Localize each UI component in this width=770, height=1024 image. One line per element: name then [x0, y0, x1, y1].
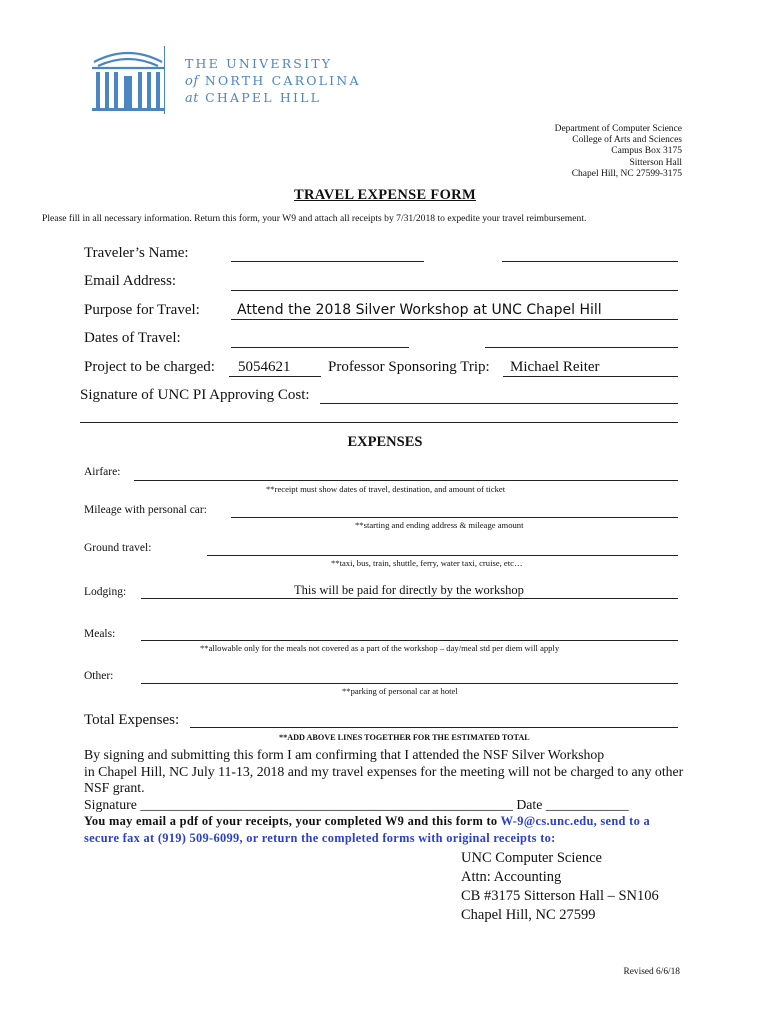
ground-travel-note: **taxi, bus, train, shuttle, ferry, water taxi, cruise, etc… [331, 558, 523, 568]
logo-divider [164, 46, 165, 114]
travelers-name-field-2[interactable] [502, 261, 678, 262]
project-field[interactable] [229, 376, 321, 377]
logo-line-3 [185, 90, 321, 106]
address-line: Sitterson Hall [629, 157, 682, 168]
mailing-address-line: CB #3175 Sitterson Hall – SN106 [461, 888, 659, 904]
meals-note: **allowable only for the meals not covered as a part of the workshop – day/meal std per diem will apply [200, 643, 560, 653]
meals-label: Meals: [84, 628, 116, 640]
signature-row [84, 797, 704, 814]
email-instructions-line-2: secure fax at (919) 509-6099, or return the completed forms with original receipts to: [84, 830, 556, 845]
address-line: Chapel Hill, NC 27599-3175 [571, 168, 682, 179]
other-label: Other: [84, 670, 114, 682]
email-instructions [84, 813, 724, 846]
other-note: **parking of personal car at hotel [342, 686, 458, 696]
mailing-address [461, 849, 659, 925]
certification-text [84, 747, 704, 813]
revision-date: Revised 6/6/18 [623, 967, 680, 977]
address-line: Department of Computer Science [554, 124, 682, 134]
dates-to-field[interactable] [485, 347, 678, 348]
department-address [555, 124, 682, 180]
project-label: Project to be charged: [84, 359, 215, 375]
address-line: Campus Box 3175 [611, 146, 682, 157]
ground-travel-field[interactable] [207, 555, 678, 556]
unc-logo [88, 42, 168, 114]
logo-line-3-prefix: at [185, 91, 199, 106]
total-expenses-field[interactable] [190, 727, 678, 728]
ground-travel-label: Ground travel: [84, 542, 152, 554]
mileage-field[interactable] [231, 517, 678, 518]
professor-label: Professor Sponsoring Trip: [328, 359, 490, 375]
date-field[interactable]: ____________ [545, 796, 629, 812]
travelers-name-field[interactable] [231, 261, 424, 262]
airfare-label: Airfare: [84, 466, 121, 478]
date-label: Date [516, 796, 543, 812]
email-instructions-text: You may email a pdf of your receipts, your completed W9 and this form to [84, 814, 498, 828]
address-line: College of Arts and Sciences [572, 135, 682, 146]
meals-field[interactable] [141, 640, 678, 641]
email-instructions-fax-prefix: , send to a [593, 814, 650, 828]
lodging-value: This will be paid for directly by the workshop [294, 583, 524, 597]
other-field[interactable] [141, 683, 678, 684]
logo-line-1: THE UNIVERSITY [185, 56, 333, 71]
total-expenses-note: **ADD ABOVE LINES TOGETHER FOR THE ESTIMATED TOTAL [279, 733, 530, 742]
dates-from-field[interactable] [231, 347, 409, 348]
airfare-field[interactable] [134, 480, 678, 481]
section-divider [80, 422, 678, 423]
mailing-address-line: Chapel Hill, NC 27599 [461, 907, 596, 923]
purpose-field[interactable] [231, 319, 678, 320]
project-value: 5054621 [238, 359, 291, 375]
mailing-address-line: Attn: Accounting [461, 869, 562, 885]
signature-field[interactable]: ______________________________________________________ [140, 796, 513, 812]
professor-value: Michael Reiter [510, 359, 600, 375]
dates-label: Dates of Travel: [84, 330, 181, 346]
signature-pi-label: Signature of UNC PI Approving Cost: [80, 387, 310, 403]
logo-line-2-text: NORTH CAROLINA [204, 73, 361, 88]
certification-line-2: in Chapel Hill, NC July 11-13, 2018 and my travel expenses for the meeting will not be charged to any other [84, 763, 684, 779]
signature-label: Signature [84, 796, 137, 812]
expenses-heading: EXPENSES [347, 434, 423, 450]
total-expenses-label: Total Expenses: [84, 712, 180, 728]
w9-email-link[interactable]: W-9@cs.unc.edu [500, 814, 594, 828]
travelers-name-label: Traveler’s Name: [84, 245, 189, 261]
certification-line-1: By signing and submitting this form I am confirming that I attended the NSF Silver Workshop [84, 747, 605, 762]
form-instructions: Please fill in all necessary information. Return this form, your W9 and attach all receipts by 7/31/2018 to expedite your travel reimbursement. [42, 213, 587, 224]
logo-line-2-prefix: of [185, 74, 199, 89]
email-instructions-line-1 [84, 813, 724, 830]
airfare-note: **receipt must show dates of travel, destination, and amount of ticket [266, 484, 506, 494]
signature-pi-field[interactable] [320, 403, 678, 404]
mailing-address-line: UNC Computer Science [461, 850, 602, 866]
certification-line-3: NSF grant. [84, 780, 145, 795]
logo-line-3-text: CHAPEL HILL [205, 90, 322, 105]
logo-line-2 [185, 73, 361, 89]
email-label: Email Address: [84, 273, 177, 289]
purpose-label: Purpose for Travel: [84, 302, 200, 318]
lodging-field[interactable] [141, 598, 678, 599]
form-title: TRAVEL EXPENSE FORM [294, 187, 476, 203]
purpose-value: Attend the 2018 Silver Workshop at UNC Chapel Hill [237, 302, 602, 318]
mileage-label: Mileage with personal car: [84, 504, 207, 516]
lodging-label: Lodging: [84, 586, 127, 598]
old-well-icon [88, 42, 168, 114]
professor-field[interactable] [503, 376, 678, 377]
mileage-note: **starting and ending address & mileage amount [355, 520, 524, 530]
email-field[interactable] [231, 290, 678, 291]
